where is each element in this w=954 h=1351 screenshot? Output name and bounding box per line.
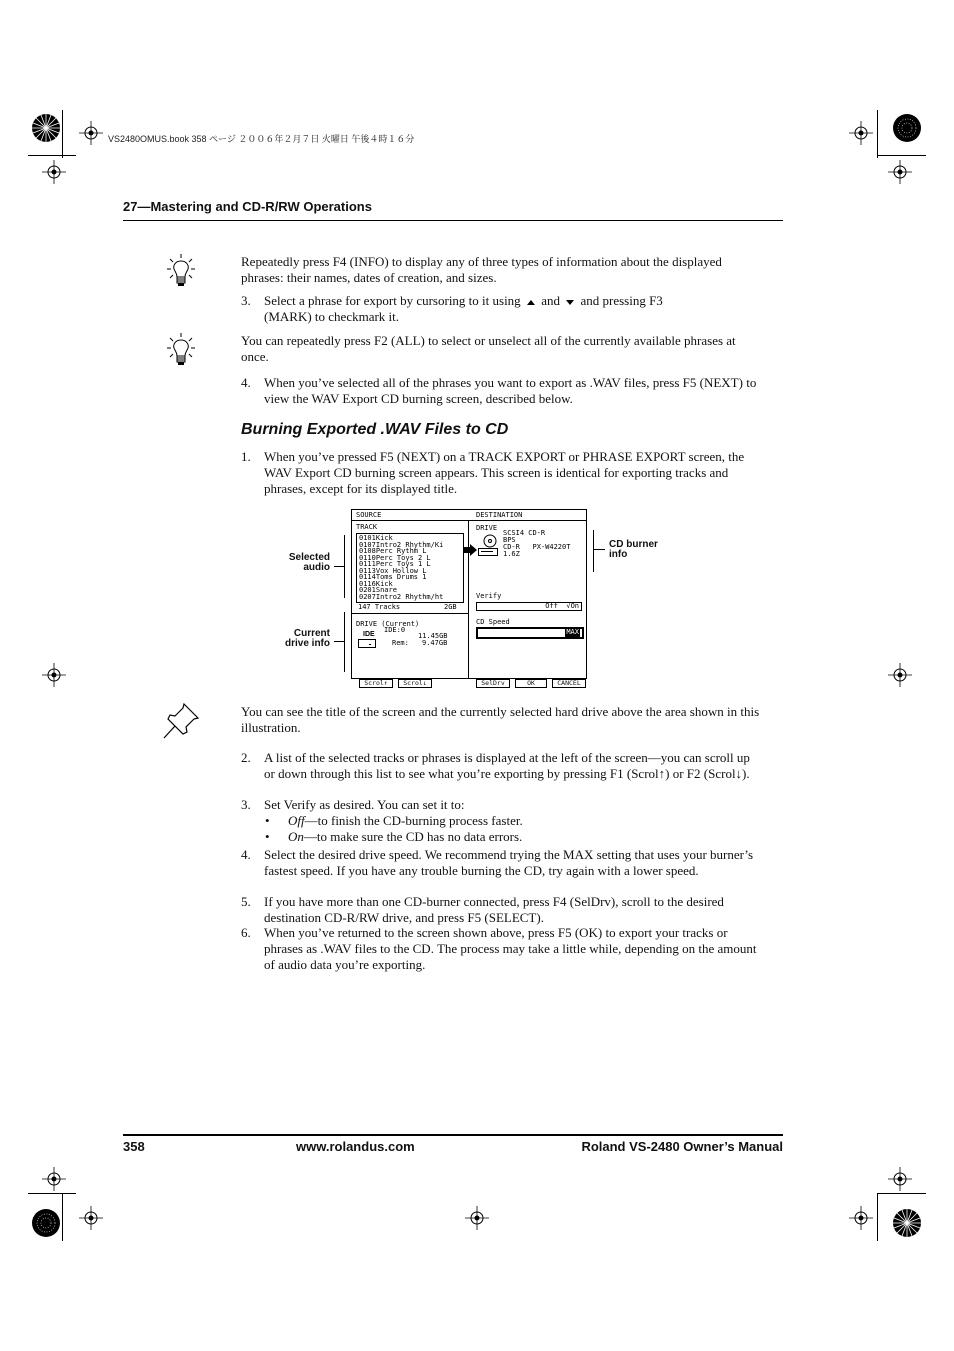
file-header: VS2480OMUS.book 358 ページ ２００６年２月７日 火曜日 午後４時１６分 [108,134,415,144]
footer-url[interactable]: www.rolandus.com [296,1139,415,1154]
bullet-term: On [288,829,304,844]
step-number: 4. [241,375,251,390]
bullet-text: —to finish the CD-burning process faster. [304,813,523,828]
registration-mark-icon [891,112,923,144]
step-number: 5. [241,894,251,909]
step-text: Select the desired drive speed. We recommend trying the MAX setting that uses your burner’s fastest speed. If you have any trouble burning the CD, try again with a lower speed. [264,847,754,878]
step-text-after: and pressing F3 [580,293,663,308]
crosshair-icon [849,1206,873,1230]
step-text: Select a phrase for export by cursoring to it using [264,293,521,308]
ide-remain: 9.47GB [422,639,448,647]
step-number: 1. [241,449,251,464]
f4-seldrv-button[interactable]: SelDrv [476,679,510,688]
step-number: 6. [241,925,251,940]
cd-info-line: 1.6Z [503,550,520,558]
step-number: 3. [241,293,251,308]
callout-selected-audio: Selected audio [288,552,330,573]
crosshair-icon [42,1167,66,1191]
callout-cd-burner: CD burner info [609,539,658,560]
track-item[interactable]: 0101Kick [359,534,393,542]
step-text: If you have more than one CD-burner connected, press F4 (SelDrv), scroll to the desired destination CD-R/RW drive, and press F5 (SELECT). [264,894,724,925]
registration-mark-icon [30,1207,62,1239]
step-number: 3. [241,797,251,812]
track-item[interactable]: 0207Intro2 Rhythm/ht [359,592,444,601]
f2-scroll-down-button[interactable]: Scrol↓ [398,679,432,688]
ide-remain-label: Rem: [392,639,409,647]
lightbulb-tip-icon [166,332,196,368]
step-text: When you’ve pressed F5 (NEXT) on a TRACK EXPORT or PHRASE EXPORT screen, the WAV Export CD burning screen appears. This screen is identical for exporting tracks and phrases, except for its displayed title. [264,449,745,496]
f6-cancel-button[interactable]: CANCEL [552,679,586,688]
cd-speed-value: MAX [566,628,579,636]
step-text-and: and [541,293,560,308]
drive-label: DRIVE [476,524,498,532]
verify-label: Verify [476,592,502,600]
step-number: 4. [241,847,251,862]
bullet-on: • On—to make sure the CD has no data errors. [265,829,523,844]
bullet-text: —to make sure the CD has no data errors. [303,829,523,844]
crosshair-icon [79,121,103,145]
footer-manual-title: Roland VS-2480 Owner’s Manual [581,1139,783,1154]
step-text-line2: (MARK) to checkmark it. [264,309,400,324]
ide-label: IDE [363,631,375,638]
step-next [241,375,761,407]
verify-value: Off √On [545,602,579,610]
cursor-up-icon [527,300,535,305]
ide-id: IDE:0 [384,626,406,634]
track-list[interactable] [356,533,464,603]
hard-drive-icon [358,639,376,648]
track-label: TRACK [356,523,378,531]
track-item[interactable]: 0110Perc Toys 2 L [359,553,431,562]
track-item[interactable]: 0107Intro2 Rhythm/Ki [359,540,444,549]
track-item[interactable]: 0111Perc Toys 1 L [359,560,431,568]
track-size: 2GB [444,603,457,611]
registration-mark-icon [30,112,62,144]
cd-info-line: BPS [503,536,516,544]
chapter-title: 27—Mastering and CD-R/RW Operations [123,199,372,214]
step-verify [241,797,761,813]
destination-label: DESTINATION [476,511,523,519]
step-select-drive [241,894,761,926]
track-item[interactable]: 0116Kick [359,579,393,588]
step-export [241,925,761,973]
crosshair-icon [42,160,66,184]
f1-scroll-up-button[interactable]: Scrol↑ [359,679,393,688]
cd-info-line: SCSI4 CD-R [503,529,546,537]
lcd-screen [351,509,587,679]
source-label: SOURCE [356,511,382,519]
cd-drive-icon [478,548,498,556]
page-number: 358 [123,1139,145,1154]
step-number: 2. [241,750,251,765]
cd-disc-icon [483,534,497,548]
registration-mark-icon [891,1207,923,1239]
step-text: When you’ve selected all of the phrases you want to export as .WAV files, press F5 (NEXT) to view the WAV Export CD burning screen, described below. [264,375,757,406]
track-count: 147 Tracks [358,603,401,611]
track-item[interactable]: 0113Vox Hollow L [359,566,427,575]
crosshair-icon [888,663,912,687]
step-select-phrase [241,293,761,325]
crosshair-icon [42,663,66,687]
note-text: You can see the title of the screen and the currently selected hard drive above the area shown in this illustration. [241,704,760,735]
crosshair-icon [79,1206,103,1230]
step-burning-screen [241,449,761,497]
cd-info-line: CD-R PX-W4220T [503,543,571,551]
crosshair-icon [888,1167,912,1191]
f5-ok-button[interactable]: OK [515,679,547,688]
bullet-term: Off [288,813,305,828]
drive-current-label: DRIVE (Current) [356,620,420,628]
track-item[interactable]: 0108Perc Rythm L [359,547,427,555]
crosshair-icon [888,160,912,184]
tip-all-text: You can repeatedly press F2 (ALL) to select or unselect all of the currently available phrases at once. [241,333,736,364]
footer-rule [123,1134,783,1136]
crosshair-icon [465,1206,489,1230]
ide-total: 11.45GB [418,632,448,640]
verify-field[interactable] [476,602,582,611]
pushpin-note-icon [162,702,200,740]
step-text: When you’ve returned to the screen shown above, press F5 (OK) to export your tracks or phrases as .WAV files to the CD. The process may take a little while, depending on the amount of audio data you’re exporting. [264,925,757,972]
bullet-off: • Off—to finish the CD-burning process faster. [265,813,523,828]
tip-info-text: Repeatedly press F4 (INFO) to display any of three types of information about the displayed phrases: their names, dates of creation, and sizes. [241,254,722,285]
arrow-right-icon [463,544,477,556]
cursor-down-icon [566,300,574,305]
lightbulb-tip-icon [166,253,196,289]
step-drive-speed [241,847,761,895]
track-item[interactable]: 0201Snare [359,586,397,594]
callout-current-drive: Current drive info [284,628,330,649]
step-text: Set Verify as desired. You can set it to: [264,797,465,812]
step-text: A list of the selected tracks or phrases is displayed at the left of the screen—you can scroll up or down through this list to see what you’re exporting by pressing F1 (Scrol↑) or F2 (Scrol↓). [264,750,750,781]
section-heading: Burning Exported .WAV Files to CD [241,421,509,438]
step-track-list [241,750,761,798]
cd-speed-field[interactable] [476,627,584,639]
crosshair-icon [849,121,873,145]
cd-speed-label: CD Speed [476,618,510,626]
header-rule [123,220,783,221]
track-item[interactable]: 0114Toms Drums 1 [359,573,427,581]
